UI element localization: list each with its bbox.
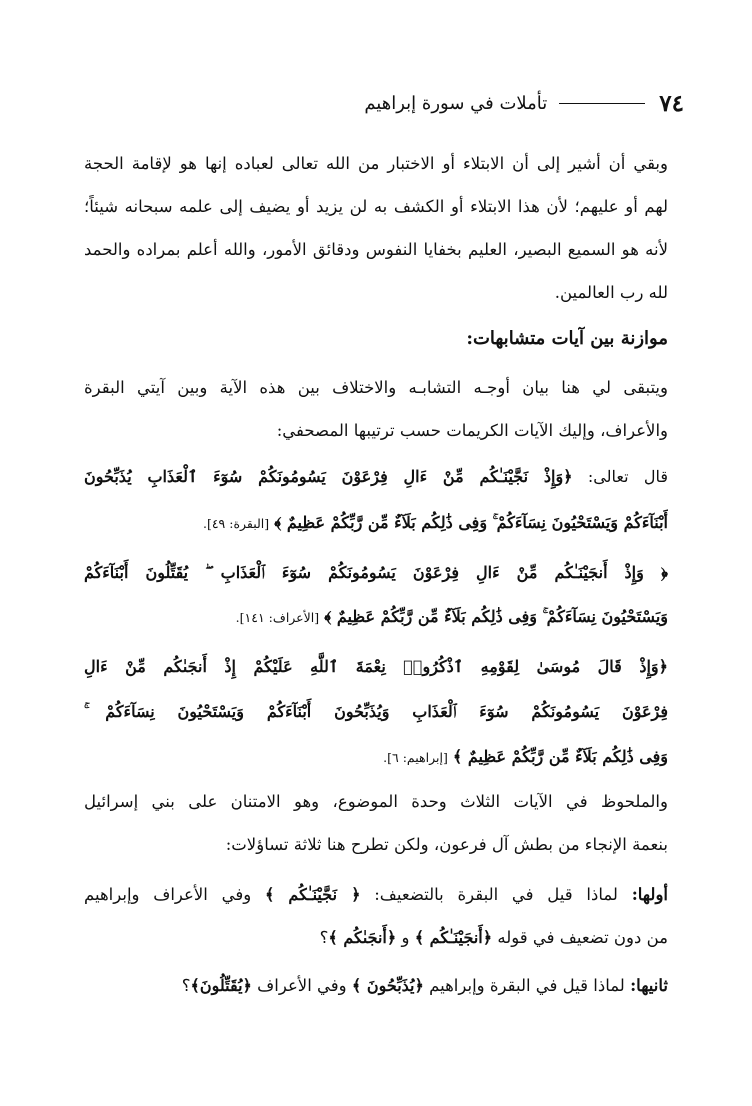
- quran-verse: ﴿وَإِذْ نَجَّيْنَـٰكُم مِّنْ ءَالِ فِرْعَوْنَ يَسُومُونَكُمْ سُوٓءَ ٱلْعَذَابِ يُذَبِّحُونَ: [84, 467, 573, 486]
- paragraph-line: والأعراف، وإليك الآيات الكريمات حسب ترتيبها المصحفي:: [276, 421, 668, 440]
- paragraph-line: والملحوظ في الآيات الثلاث وحدة الموضوع، وهو الامتنان على بني إسرائيل: [84, 792, 668, 811]
- paragraph-line: وبقي أن أشير إلى أن الابتلاء أو الاختبار من الله تعالى لعباده إنها هو لإقامة الحجة: [84, 154, 668, 173]
- question-line: [84, 972, 668, 1000]
- verse-line: [84, 558, 668, 588]
- quran-verse: وَيَسْتَحْيُونَ نِسَآءَكُمْ ۚ وَفِى ذَٰلِكُم بَلَآءٌ مِّن رَّبِّكُمْ عَظِيمٌ ﴾: [324, 607, 668, 626]
- question-text: وفي الأعراف: [257, 976, 347, 995]
- quran-word: ﴿ نَجَّيْنَـٰكُم ﴾: [264, 885, 361, 904]
- quran-word: ﴿أَنجَيْنَـٰكُم ﴾: [414, 928, 493, 947]
- verse-line: [84, 652, 668, 682]
- verse-line: [84, 508, 668, 539]
- quran-verse: ﴿وَإِذْ قَالَ مُوسَىٰ لِقَوْمِهِ ٱذْكُرُوا۟ نِعْمَةَ ٱللَّهِ عَلَيْكُمْ إِذْ أَنجَىٰكُم مِّنْ ءَالِ: [84, 657, 668, 676]
- paragraph-line: لله رب العالمين.: [554, 283, 668, 302]
- page-number: ٧٤: [659, 89, 684, 117]
- page-header: [84, 88, 684, 118]
- running-title: تأملات في سورة إبراهيم: [364, 92, 548, 114]
- question-text: لماذا قيل في البقرة بالتضعيف:: [374, 885, 618, 904]
- verse-reference: [إبراهيم: ٦].: [383, 750, 448, 765]
- quran-verse: أَبْنَآءَكُمْ وَيَسْتَحْيُونَ نِسَآءَكُمْ ۚ وَفِى ذَٰلِكُم بَلَآءٌ مِّن رَّبِّكُمْ عَظِيمٌ ﴾: [274, 513, 668, 532]
- question-text: وفي الأعراف وإبراهيم: [84, 885, 252, 904]
- verse-reference: [البقرة: ٤٩].: [202, 516, 270, 531]
- verse-line: [84, 602, 668, 633]
- verse-line: [84, 697, 668, 727]
- question-label: أولها:: [631, 885, 668, 904]
- quran-verse: ﴿ وَإِذْ أَنجَيْنَـٰكُم مِّنْ ءَالِ فِرْعَوْنَ يَسُومُونَكُمْ سُوٓءَ ٱلْعَذَابِ ۖ يُقَتِّلُونَ أَبْنَآءَكُمْ: [84, 563, 668, 582]
- section-heading: موازنة بين آيات متشابهات:: [466, 328, 668, 349]
- question-line: [84, 924, 668, 952]
- verse-reference: [الأعراف: ١٤١].: [235, 610, 320, 625]
- paragraph-line: لأنه هو السميع البصير، العليم بخفايا النفوس ودقائق الأمور، والله أعلم بمراده والحمد: [84, 240, 668, 259]
- header-rule: [559, 103, 645, 104]
- paragraph-line: لهم أو عليهم؛ لأن هذا الابتلاء أو الكشف به لن يزيد أو يضيف إلى علمه سبحانه شيئاً؛: [84, 197, 668, 216]
- quran-verse: فِرْعَوْنَ يَسُومُونَكُمْ سُوٓءَ ٱلْعَذَابِ وَيُذَبِّحُونَ أَبْنَآءَكُمْ وَيَسْتَحْيُونَ نِسَآءَكُمْ ۚ: [84, 702, 668, 721]
- quran-word: ﴿يُذَبِّحُونَ ﴾: [351, 976, 424, 995]
- question-text: و: [401, 928, 410, 947]
- quran-word: ﴿أَنجَىٰكُم ﴾: [328, 928, 397, 947]
- question-mark: ؟: [181, 976, 191, 995]
- verse-line: [84, 462, 668, 492]
- question-text: لماذا قيل في البقرة وإبراهيم: [429, 976, 625, 995]
- question-line: [84, 881, 668, 909]
- question-label: ثانيها:: [630, 976, 668, 995]
- question-text: من دون تضعيف في قوله: [497, 928, 668, 947]
- quran-word: ﴿يُقَتِّلُونَ﴾: [190, 976, 252, 995]
- verse-line: [84, 742, 668, 773]
- paragraph-line: ويتبقى لي هنا بيان أوجـه التشابـه والاختلاف بين هذه الآية وبين آيتي البقرة: [84, 378, 668, 397]
- verse-intro: قال تعالى:: [587, 467, 668, 486]
- question-mark: ؟: [319, 928, 329, 947]
- quran-verse: وَفِى ذَٰلِكُم بَلَآءٌ مِّن رَّبِّكُمْ عَظِيمٌ ﴾: [452, 747, 668, 766]
- paragraph-line: بنعمة الإنجاء من بطش آل فرعون، ولكن تطرح هنا ثلاثة تساؤلات:: [225, 835, 668, 854]
